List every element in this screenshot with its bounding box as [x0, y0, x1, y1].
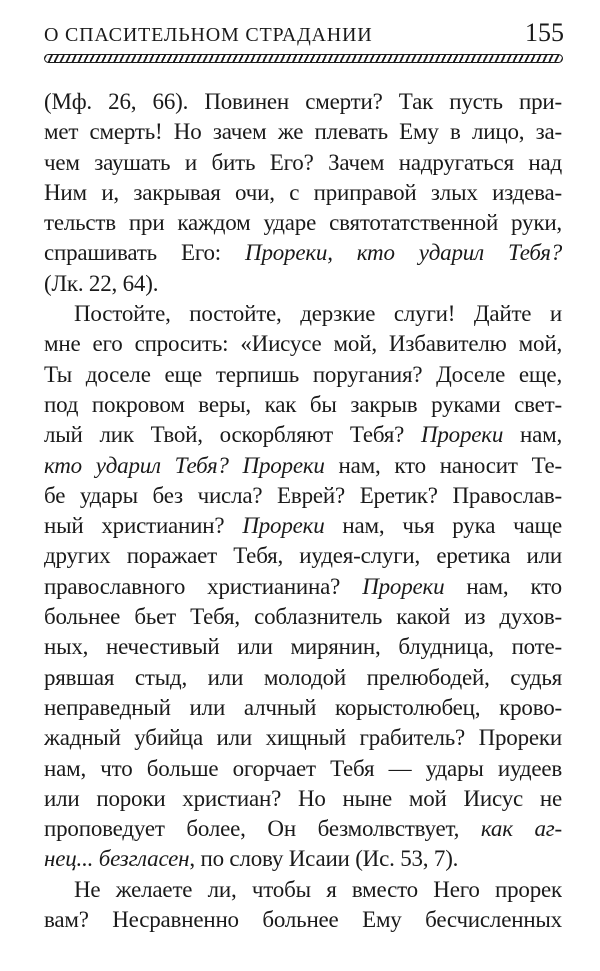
text-segment: ный христианин? [44, 513, 243, 539]
text-line [44, 390, 562, 420]
text-segment: мне его спросить: «Иисусе мой, Избавителю мой, [44, 331, 562, 357]
text-segment: Постойте, постойте, дерзкие слуги! Дайте и [74, 301, 562, 327]
text-line [44, 693, 562, 723]
text-segment: православного христианина? [44, 573, 363, 599]
text-segment: Прореки [362, 573, 445, 599]
text-segment: спрашивать Его: [44, 240, 246, 266]
page-body [44, 87, 562, 935]
text-segment: неправедный или алчный корыстолюбец, крово- [44, 694, 562, 720]
text-line [44, 238, 562, 268]
text-segment: как аг- [480, 816, 562, 842]
text-line [44, 754, 562, 784]
text-line [44, 299, 562, 329]
text-segment: нам, [503, 422, 562, 448]
text-segment: Прореки [420, 422, 504, 448]
text-segment: Ним и, закрывая очи, с приправой злых издева- [44, 179, 562, 205]
rope-divider [44, 54, 563, 63]
text-line [44, 572, 562, 602]
text-line [44, 905, 562, 935]
text-segment: Прореки [242, 513, 325, 539]
text-line [44, 844, 562, 874]
text-line [44, 208, 562, 238]
text-segment: кто ударил Тебя? Прореки [44, 452, 325, 478]
text-line [44, 541, 562, 571]
text-line [44, 329, 562, 359]
text-segment: Не желаете ли, чтобы я вместо Него прорек [74, 876, 562, 902]
text-segment: нам, чья рука чаще [324, 513, 562, 539]
text-segment: чем заушать и бить Его? Зачем надругаться над [44, 149, 562, 175]
text-line [44, 511, 562, 541]
text-line [44, 481, 562, 511]
text-segment: рявшая стыд, или молодой прелюбодей, судья [44, 664, 562, 690]
text-segment: нам, кто наносит Те- [324, 452, 562, 478]
running-header [44, 20, 564, 47]
text-segment: , по слову Исаии (Ис. 53, 7). [189, 846, 459, 872]
text-segment: (Мф. 26, 66). Повинен смерти? Так пусть при- [44, 89, 562, 114]
text-line [44, 87, 562, 117]
text-segment: других поражает Тебя, иудея-слуги, еретика или [44, 543, 562, 569]
text-line [44, 875, 562, 905]
text-line [44, 420, 562, 450]
text-line [44, 117, 562, 147]
text-segment: Ты доселе еще терпишь поругания? Доселе еще, [44, 361, 562, 387]
text-segment: мет смерть! Но зачем же плевать Ему в лицо, за- [44, 119, 562, 145]
text-line [44, 723, 562, 753]
text-line [44, 360, 562, 390]
text-segment: нам, что больше огорчает Тебя — удары иудеев [44, 755, 562, 781]
text-segment: проповедует более, Он безмолвствует, [44, 816, 481, 842]
text-segment: (Лк. 22, 64). [44, 270, 159, 296]
text-line [44, 814, 562, 844]
text-line [44, 178, 562, 208]
text-line [44, 148, 562, 178]
text-segment: нам, кто [444, 573, 562, 599]
text-line [44, 269, 562, 299]
text-segment: или пороки христиан? Но ныне мой Иисус не [44, 785, 562, 811]
text-segment: ных, нечестивый или мирянин, блудница, поте- [44, 634, 562, 660]
text-line [44, 663, 562, 693]
page-number: 155 [525, 18, 564, 47]
text-line [44, 784, 562, 814]
text-segment: Прореки, кто ударил Тебя? [245, 240, 562, 266]
text-segment: под покровом веры, как бы закрыв руками свет- [44, 391, 562, 417]
text-line [44, 632, 562, 662]
text-segment: вам? Несравненно больнее Ему бесчисленных [44, 907, 562, 933]
text-segment: больнее бьет Тебя, соблазнитель какой из духов- [44, 604, 562, 630]
text-segment: бе удары без числа? Еврей? Еретик? Православ- [44, 482, 562, 508]
text-line [44, 451, 562, 481]
chapter-title: О СПАСИТЕЛЬНОМ СТРАДАНИИ [44, 24, 373, 46]
text-segment: нец... безгласен [44, 846, 190, 872]
text-segment: лый лик Твой, оскорбляют Тебя? [44, 422, 421, 448]
text-segment: жадный убийца или хищный грабитель? Прореки [44, 725, 562, 751]
text-line [44, 602, 562, 632]
text-segment: тельств при каждом ударе святотатственной руки, [44, 210, 562, 236]
